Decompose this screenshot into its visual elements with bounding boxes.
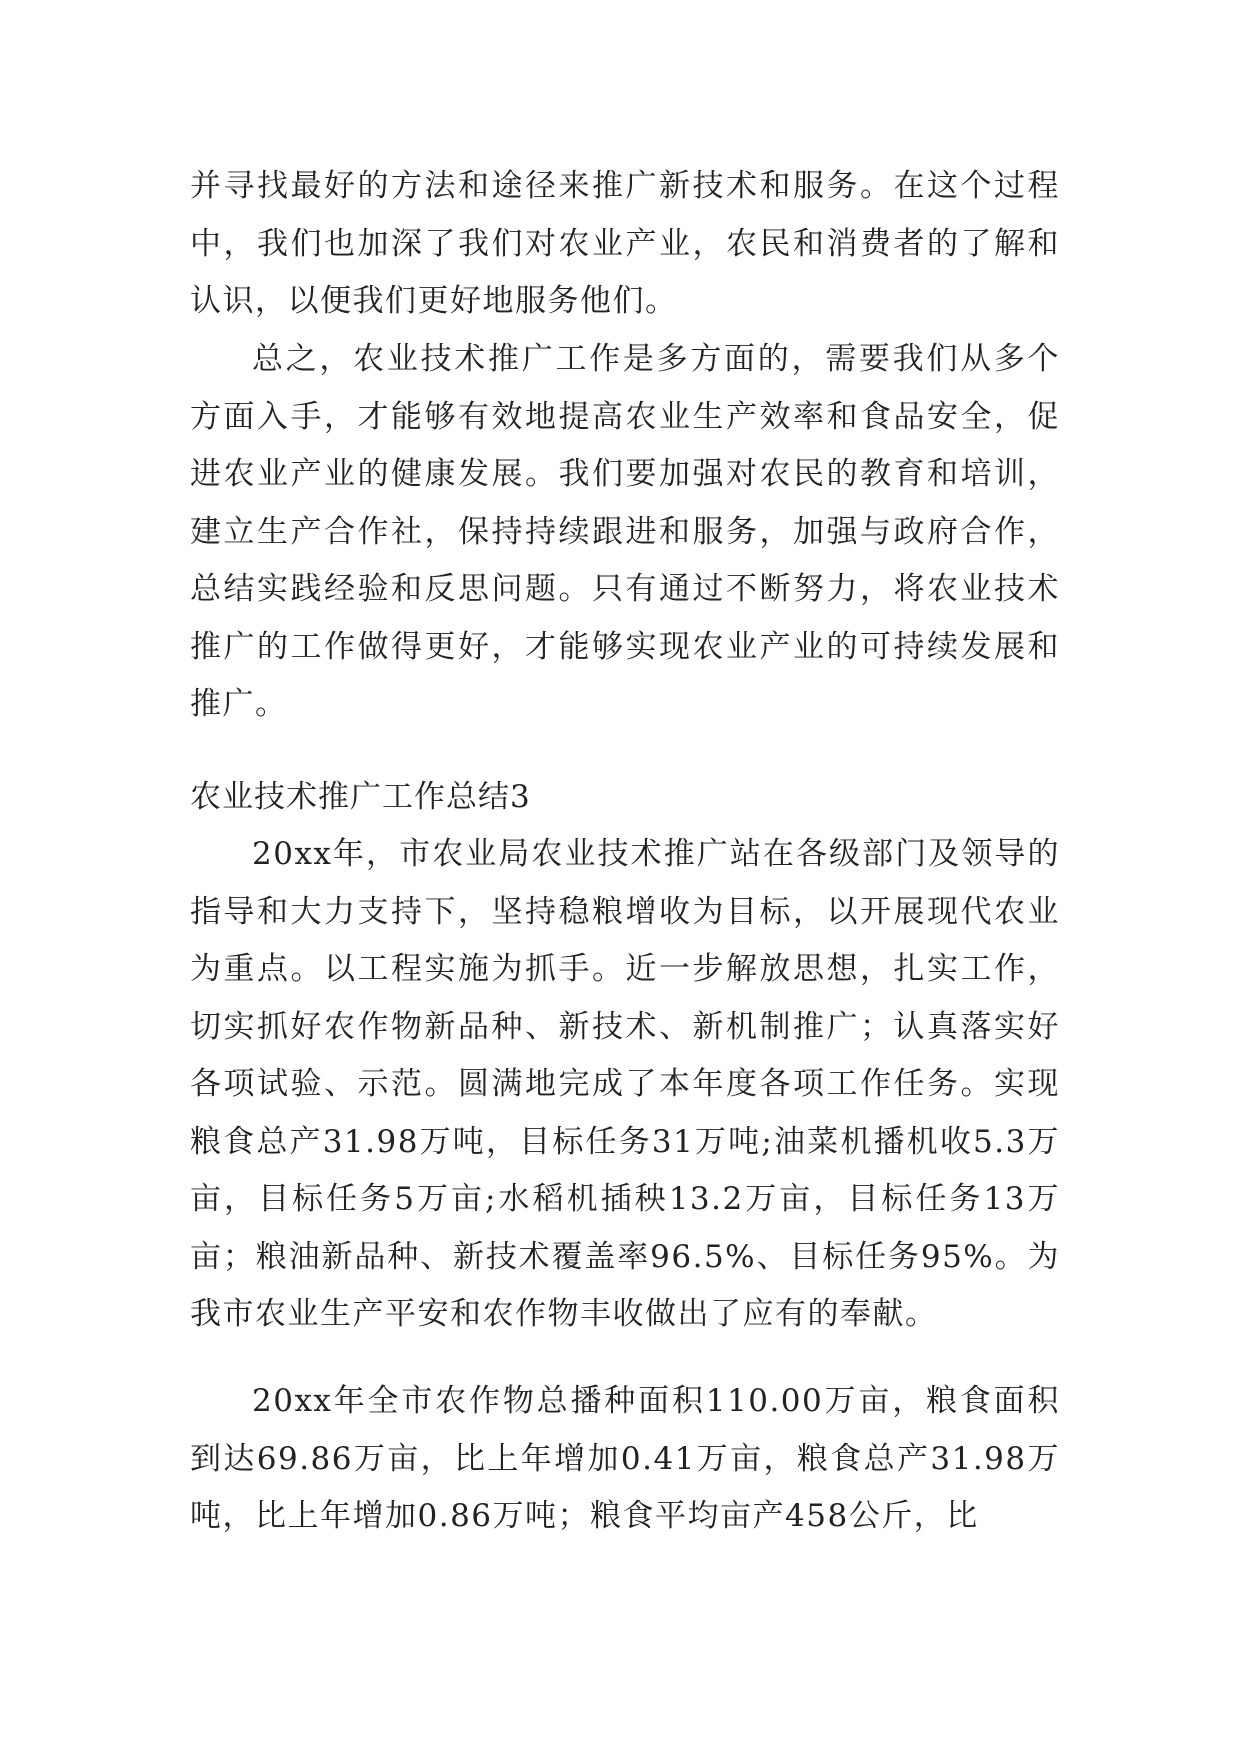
paragraph-summary: 总之，农业技术推广工作是多方面的，需要我们从多个方面入手，才能够有效地提高农业生产效率和食品安全，促进农业产业的健康发展。我们要加强对农民的教育和培训，建立生产合作社，保持持续跟进和服务，加强与政府合作，总结实践经验和反思问题。只有通过不断努力，将农业技术推广的工作做得更好，才能够实现农业产业的可持续发展和推广。: [190, 341, 1060, 722]
paragraph-crop-statistics: 20xx年全市农作物总播种面积110.00万亩，粮食面积到达69.86万亩，比上年增加0.41万亩，粮食总产31.98万吨，比上年增加0.86万吨；粮食平均亩产458公斤，比: [190, 1383, 1060, 1534]
paragraph-annual-report: 20xx年，市农业局农业技术推广站在各级部门及领导的指导和大力支持下，坚持稳粮增收为目标，以开展现代农业为重点。以工程实施为抓手。近一步解放思想，扎实工作，切实抓好农作物新品种、新技术、新机制推广；认真落实好各项试验、示范。圆满地完成了本年度各项工作任务。实现粮食总产31.98万吨，目标任务31万吨;油菜机播机收5.3万亩，目标任务5万亩;水稻机插秧13.2万亩，目标任务13万亩；粮油新品种、新技术覆盖率96.5%、目标任务95%。为我市农业生产平安和农作物丰收做出了应有的奉献。: [190, 836, 1060, 1332]
paragraph-continuation: 并寻找最好的方法和途径来推广新技术和服务。在这个过程中，我们也加深了我们对农业产业，农民和消费者的了解和认识，以便我们更好地服务他们。: [190, 168, 1060, 319]
section-heading: 农业技术推广工作总结3: [190, 779, 531, 815]
